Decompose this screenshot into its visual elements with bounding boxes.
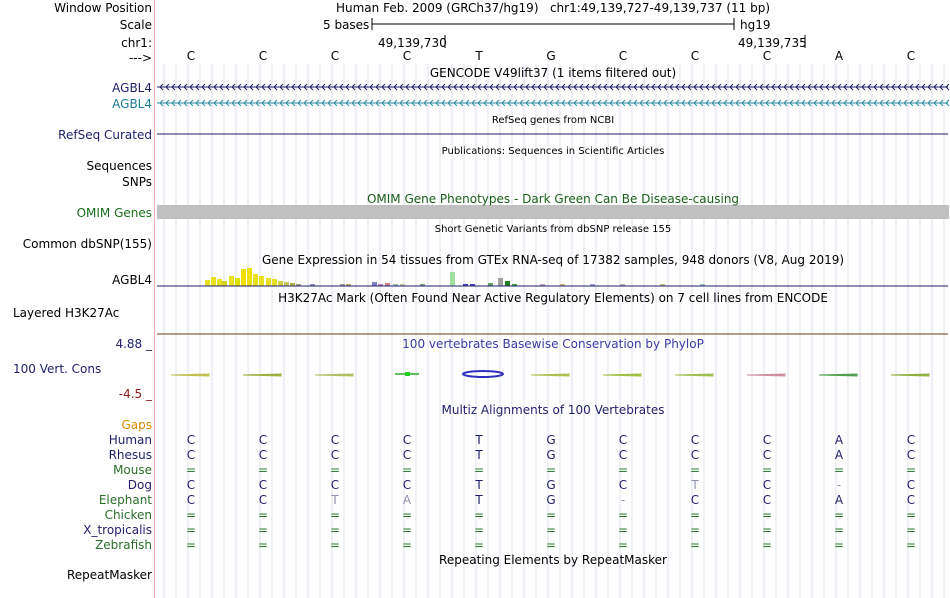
alignment-base: = <box>617 523 629 537</box>
alignment-base: C <box>402 478 412 492</box>
phylop-glyph <box>603 374 641 376</box>
omim-track-label[interactable]: OMIM Genes <box>76 206 152 220</box>
alignment-base: = <box>617 538 629 552</box>
gtex-tissue-bar <box>284 282 289 286</box>
gtex-tissue-bar <box>217 279 222 286</box>
phylop-glyph <box>405 372 410 376</box>
alignment-base: T <box>475 478 483 492</box>
base-letter: C <box>258 49 268 63</box>
omim-track-title: OMIM Gene Phenotypes - Dark Green Can Be Disease-causing <box>366 192 740 206</box>
alignment-base: = <box>833 538 845 552</box>
alignment-base: = <box>257 523 269 537</box>
alignment-base: = <box>257 463 269 477</box>
alignment-base: = <box>761 538 773 552</box>
chr-label: chr1: <box>121 36 152 50</box>
gtex-tissue-bar <box>253 274 258 286</box>
alignment-base: = <box>545 538 557 552</box>
alignment-base: = <box>617 508 629 522</box>
scale-label: Scale <box>119 18 152 32</box>
alignment-base: T <box>475 493 483 507</box>
phylop-track-label[interactable]: 100 Vert. Cons <box>13 362 102 376</box>
base-letter: C <box>690 49 700 63</box>
phylop-glyph <box>747 374 785 376</box>
alignment-base: = <box>185 538 197 552</box>
alignment-base: = <box>473 463 485 477</box>
alignment-base: C <box>618 448 628 462</box>
gtex-tissue-bar <box>266 278 271 286</box>
alignment-base: = <box>329 508 341 522</box>
alignment-base: C <box>906 478 916 492</box>
alignment-base: = <box>545 508 557 522</box>
alignment-base: C <box>258 448 268 462</box>
gencode-track-title: GENCODE V49lift37 (1 items filtered out) <box>429 66 677 80</box>
alignment-base: C <box>906 448 916 462</box>
gtex-track-label[interactable]: AGBL4 <box>112 273 152 287</box>
alignment-base: = <box>689 538 701 552</box>
repeatmasker-track-title: Repeating Elements by RepeatMasker <box>439 553 667 567</box>
alignment-base: T <box>331 493 339 507</box>
alignment-base: = <box>473 508 485 522</box>
alignment-base: = <box>689 523 701 537</box>
base-letter: A <box>834 49 844 63</box>
alignment-base: = <box>185 508 197 522</box>
publications-track-title: Publications: Sequences in Scientific Articles <box>441 146 665 157</box>
alignment-base: C <box>906 493 916 507</box>
base-letter: C <box>906 49 916 63</box>
assembly-name: Human Feb. 2009 (GRCh37/hg19) <box>335 1 539 15</box>
alignment-base: - <box>620 493 626 507</box>
alignment-base: A <box>402 493 412 507</box>
scale-text: 5 bases <box>323 18 370 32</box>
alignment-base: C <box>762 493 772 507</box>
refseq-track-label[interactable]: RefSeq Curated <box>58 128 152 142</box>
species-label-human[interactable]: Human <box>108 433 152 447</box>
species-label-mouse[interactable]: Mouse <box>113 463 152 477</box>
alignment-base: = <box>905 463 917 477</box>
gtex-tissue-bar <box>205 280 210 286</box>
alignment-base: = <box>185 463 197 477</box>
alignment-base: = <box>473 538 485 552</box>
gtex-tissue-bar <box>450 272 455 286</box>
phylop-glyph <box>891 374 929 376</box>
alignment-base: C <box>258 493 268 507</box>
alignment-base: = <box>185 523 197 537</box>
alignment-base: = <box>329 463 341 477</box>
alignment-base: = <box>761 523 773 537</box>
alignment-base: C <box>258 433 268 447</box>
h3k27ac-track-label[interactable]: Layered H3K27Ac <box>13 306 120 320</box>
base-letter: C <box>762 49 772 63</box>
alignment-base: C <box>402 433 412 447</box>
gtex-tissue-bar <box>372 282 377 286</box>
alignment-base: C <box>618 478 628 492</box>
alignment-base: = <box>401 523 413 537</box>
alignment-base: C <box>690 448 700 462</box>
alignment-base: = <box>761 463 773 477</box>
alignment-base: C <box>762 478 772 492</box>
alignment-base: = <box>905 523 917 537</box>
phylop-glyph <box>531 374 569 376</box>
alignment-base: = <box>257 538 269 552</box>
gaps-label[interactable]: Gaps <box>121 418 152 432</box>
omim-bar <box>157 205 949 219</box>
species-label-chicken[interactable]: Chicken <box>104 508 152 522</box>
base-letter: C <box>186 49 196 63</box>
base-letter: C <box>330 49 340 63</box>
coord-right: 49,139,735 <box>738 36 807 50</box>
phylop-glyph <box>463 371 503 377</box>
alignment-base: = <box>329 523 341 537</box>
gtex-track-title: Gene Expression in 54 tissues from GTEx RNA-seq of 17382 samples, 948 donors (V8, Aug 2019) <box>261 253 845 267</box>
alignment-base: = <box>329 538 341 552</box>
alignment-base: C <box>186 478 196 492</box>
scale-db: hg19 <box>740 18 771 32</box>
coord-left: 49,139,730 <box>378 36 447 50</box>
alignment-base: = <box>833 523 845 537</box>
alignment-base: C <box>330 478 340 492</box>
alignment-base: T <box>475 448 483 462</box>
alignment-base: = <box>401 508 413 522</box>
track-label-separator <box>154 0 155 598</box>
dbsnp-track-title: Short Genetic Variants from dbSNP release 155 <box>434 224 672 235</box>
species-label-x_tropicalis[interactable]: X_tropicalis <box>83 523 152 537</box>
refseq-track-title: RefSeq genes from NCBI <box>491 115 615 126</box>
alignment-base: C <box>762 448 772 462</box>
alignment-base: A <box>834 493 844 507</box>
gtex-tissue-bar <box>235 278 240 286</box>
phylop-glyph <box>819 374 857 376</box>
phylop-max-label: 4.88 _ <box>115 337 152 351</box>
position-header <box>156 1 950 15</box>
alignment-base: C <box>690 433 700 447</box>
alignment-base: = <box>761 508 773 522</box>
alignment-base: C <box>402 448 412 462</box>
alignment-base: C <box>618 433 628 447</box>
phylop-track-title: 100 vertebrates Basewise Conservation by PhyloP <box>402 337 704 351</box>
gtex-tissue-bar <box>505 281 510 286</box>
gtex-tissue-bar <box>247 268 252 286</box>
alignment-base: = <box>689 508 701 522</box>
base-letter: C <box>618 49 628 63</box>
alignment-base: = <box>833 508 845 522</box>
alignment-base: = <box>905 508 917 522</box>
alignment-base: T <box>475 433 483 447</box>
alignment-base: G <box>546 493 556 507</box>
base-letter: G <box>546 49 556 63</box>
alignment-base: = <box>401 463 413 477</box>
alignment-base: C <box>906 433 916 447</box>
phylop-glyph <box>171 374 209 376</box>
phylop-min-label: -4.5 _ <box>118 387 152 401</box>
alignment-base: G <box>546 448 556 462</box>
species-label-zebrafish[interactable]: Zebrafish <box>95 538 152 552</box>
alignment-base: = <box>257 508 269 522</box>
alignment-base: C <box>186 493 196 507</box>
alignment-base: T <box>691 478 699 492</box>
alignment-base: = <box>473 523 485 537</box>
h3k27ac-track-title: H3K27Ac Mark (Often Found Near Active Regulatory Elements) on 7 cell lines from ENCODE <box>278 291 828 305</box>
multiz-track-title: Multiz Alignments of 100 Vertebrates <box>441 403 665 417</box>
gtex-tissue-bar <box>211 277 216 286</box>
alignment-base: C <box>186 433 196 447</box>
alignment-base: - <box>836 478 842 492</box>
alignment-base: C <box>330 448 340 462</box>
alignment-base: C <box>690 493 700 507</box>
species-label-dog[interactable]: Dog <box>127 478 152 492</box>
base-letter: C <box>402 49 412 63</box>
alignment-base: C <box>258 478 268 492</box>
alignment-base: = <box>905 538 917 552</box>
gencode-track-label-2[interactable]: AGBL4 <box>112 97 152 111</box>
alignment-base: C <box>330 433 340 447</box>
base-letter: T <box>475 49 483 63</box>
publications-sequences-label[interactable]: Sequences <box>86 159 152 173</box>
position-range: chr1:49,139,727-49,139,737 (11 bp) <box>549 1 771 15</box>
alignment-base: = <box>401 538 413 552</box>
alignment-base: = <box>545 523 557 537</box>
phylop-glyph <box>675 374 713 376</box>
alignment-base: = <box>545 463 557 477</box>
repeatmasker-track-label[interactable]: RepeatMasker <box>66 568 152 582</box>
species-label-elephant[interactable]: Elephant <box>98 493 152 507</box>
dbsnp-track-label[interactable]: Common dbSNP(155) <box>22 237 152 251</box>
publications-snps-label[interactable]: SNPs <box>122 175 152 189</box>
alignment-base: = <box>617 463 629 477</box>
strand-arrow-label: ---> <box>128 51 152 65</box>
alignment-base: G <box>546 478 556 492</box>
alignment-base: = <box>689 463 701 477</box>
alignment-base: G <box>546 433 556 447</box>
gencode-track-label-1[interactable]: AGBL4 <box>112 81 152 95</box>
alignment-base: A <box>834 448 844 462</box>
window-position-label: Window Position <box>54 1 152 15</box>
alignment-base: C <box>186 448 196 462</box>
alignment-base: = <box>833 463 845 477</box>
phylop-glyph <box>243 374 281 376</box>
gtex-tissue-bar <box>272 279 277 286</box>
alignment-base: C <box>762 433 772 447</box>
gtex-tissue-bar <box>498 278 503 286</box>
gtex-tissue-bar <box>278 281 283 286</box>
gtex-tissue-bar <box>229 276 234 286</box>
alignment-base: A <box>834 433 844 447</box>
species-label-rhesus[interactable]: Rhesus <box>108 448 152 462</box>
gtex-tissue-bar <box>259 276 264 286</box>
phylop-glyph <box>315 374 353 376</box>
gtex-tissue-bar <box>222 281 227 286</box>
gtex-tissue-bar <box>241 269 246 286</box>
